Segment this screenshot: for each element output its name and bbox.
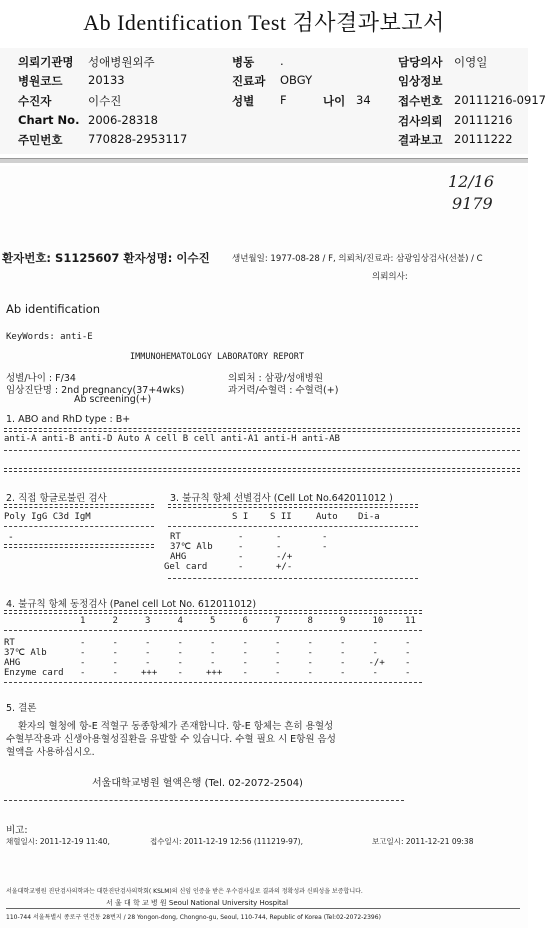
keywords: KeyWords: anti-E: [6, 332, 93, 342]
panel-col-header: 10: [372, 616, 384, 626]
double-rule: [168, 504, 418, 508]
dat-value: -: [8, 532, 14, 543]
patient-line: 환자번호: S1125607 환자성명: 이수진: [2, 251, 210, 265]
panel-cell: -: [210, 648, 216, 658]
panel-cell: -: [242, 668, 248, 678]
label: 검사의뢰: [398, 114, 443, 128]
panel-col-header: 9: [340, 616, 346, 626]
panel-cell: -: [80, 638, 86, 648]
value: 2006-28318: [88, 113, 158, 127]
screening-row-label: AHG: [170, 552, 187, 562]
requesting-doctor: 의뢰의사:: [372, 272, 408, 282]
panel-cell: -: [340, 668, 346, 678]
double-rule: [4, 504, 154, 508]
requested-from: 의뢰처 : 삼광/성애병원: [228, 373, 324, 384]
double-rule: [4, 610, 422, 614]
handwritten-note: 12/16: [448, 172, 495, 191]
screening-cell: -: [276, 542, 282, 552]
panel-cell: -: [210, 638, 216, 648]
panel-row-label: 37℃ Alb: [4, 648, 47, 658]
panel-cell: -: [307, 668, 313, 678]
screening-cell: -: [238, 532, 244, 542]
panel-cell: -: [340, 638, 346, 648]
screening-cell: -: [322, 542, 328, 552]
panel-col-header: 8: [307, 616, 313, 626]
abo-rhd-type: 1. ABO and RhD type : B+: [6, 414, 131, 425]
label: 병원코드: [18, 74, 63, 88]
value: 20111216-0917: [454, 93, 546, 107]
panel-cell: -: [242, 638, 248, 648]
panel-cell: -: [145, 638, 151, 648]
received-time: 접수일시: 2011-12-19 12:56 (111219-97),: [150, 837, 303, 846]
label: 수진자: [18, 94, 52, 108]
value: 20111216: [454, 113, 513, 127]
panel-cell: -: [177, 668, 183, 678]
label: 병동: [232, 55, 255, 69]
label: 나이: [323, 94, 346, 108]
value: 770828-2953117: [88, 132, 188, 146]
patient-meta: 생년월일: 1977-08-28 / F, 의뢰처/진료과: 삼광임상검사(선불) / C: [232, 254, 483, 264]
double-rule: [4, 428, 520, 432]
panel-col-header: 5: [210, 616, 216, 626]
diagnosis-detail: Ab screening(+): [74, 394, 152, 405]
label: Chart No.: [18, 113, 80, 127]
panel-cell: +++: [141, 668, 158, 678]
diagnosis: 임상진단명 : 2nd pregnancy(37+4wks): [6, 385, 185, 396]
label: 의뢰기관명: [18, 55, 74, 69]
panel-cell: -: [112, 658, 118, 668]
panel-col-header: 2: [112, 616, 118, 626]
screening-col-header: Auto: [316, 512, 338, 522]
sex-age: 성별/나이 : F/34: [6, 373, 76, 384]
handwritten-note: 9179: [452, 194, 493, 213]
footer-rule: [6, 908, 520, 909]
label: 진료과: [232, 74, 266, 88]
section-dat: 2. 직접 항글로불린 검사: [6, 493, 107, 504]
label: 결과보고: [398, 133, 443, 147]
panel-cell: -: [340, 648, 346, 658]
panel-cell: -: [112, 638, 118, 648]
panel-cell: -: [80, 648, 86, 658]
value: 이수진: [88, 94, 122, 108]
panel-cell: -: [275, 648, 281, 658]
panel-cell: -: [372, 648, 378, 658]
panel-col-header: 7: [275, 616, 281, 626]
panel-cell: -/+: [368, 658, 385, 668]
dashed-rule: [4, 682, 422, 683]
panel-cell: -: [275, 658, 281, 668]
panel-cell: -: [242, 648, 248, 658]
dashed-rule: [4, 630, 422, 631]
dat-columns: Poly IgG C3d IgM: [4, 512, 91, 522]
value: 34: [356, 93, 371, 107]
conclusion-line: 혈액을 사용하십시오.: [6, 747, 95, 758]
value: OBGY: [280, 73, 313, 87]
panel-cell: -: [372, 668, 378, 678]
panel-cell: -: [177, 648, 183, 658]
section-conclusion: 5. 결론: [6, 703, 37, 714]
label: 접수번호: [398, 94, 443, 108]
screening-col-header: S I: [232, 512, 249, 522]
section-divider: [0, 158, 528, 163]
panel-cell: -: [405, 648, 411, 658]
panel-cell: -: [405, 638, 411, 648]
panel-cell: -: [177, 638, 183, 648]
screening-row-label: RT: [170, 532, 181, 542]
screening-col-header: S II: [270, 512, 292, 522]
panel-row-label: RT: [4, 638, 15, 648]
dashed-rule: [168, 578, 418, 579]
conclusion-line: 수혈부작용과 신생아용혈성질환을 유발할 수 있습니다. 수혈 필요 시 E항원 음성: [6, 734, 336, 745]
section-panel: 4. 불규칙 항체 동정검사 (Panel cell Lot No. 612011012): [6, 599, 257, 610]
screening-cell: -: [276, 532, 282, 542]
panel-cell: -: [242, 658, 248, 668]
value: .: [280, 54, 284, 68]
panel-cell: -: [145, 658, 151, 668]
screening-row-label: Gel card: [164, 562, 208, 572]
panel-col-header: 6: [242, 616, 248, 626]
panel-cell: -: [80, 658, 86, 668]
label: 주민번호: [18, 133, 63, 147]
label: 담당의사: [398, 55, 443, 69]
transfusion-history: 과거력/수혈력 : 수혈력(+): [228, 385, 339, 396]
panel-cell: -: [177, 658, 183, 668]
double-rule: [4, 544, 154, 548]
dashed-rule: [4, 526, 154, 527]
certification: 서울대학교병원 진단검사의학과는 대한진단검사의학회( KSLM)의 신임 인증을 받은 우수검사실로 결과의 정확성과 신뢰성을 보증합니다.: [6, 888, 363, 895]
dashed-rule: [168, 526, 418, 527]
dashed-rule: [4, 800, 404, 801]
panel-cell: +++: [206, 668, 223, 678]
panel-cell: -: [340, 658, 346, 668]
panel-col-header: 11: [405, 616, 416, 626]
panel-row-label: AHG: [4, 658, 21, 668]
panel-cell: -: [210, 658, 216, 668]
lab-title: IMMUNOHEMATOLOGY LABORATORY REPORT: [130, 352, 304, 362]
panel-col-header: 1: [80, 616, 86, 626]
panel-cell: -: [307, 658, 313, 668]
hospital-name: 서 울 대 학 교 병 원 Seoul National University Hospital: [106, 899, 289, 907]
dashed-rule: [4, 450, 520, 451]
screening-cell: -/+: [276, 552, 293, 562]
scanned-report: [0, 166, 528, 928]
screening-row-label: 37℃ Alb: [170, 542, 213, 552]
double-rule: [4, 468, 520, 472]
report-header: [0, 48, 546, 154]
value: 이영일: [454, 55, 488, 69]
report-heading: Ab identification: [6, 302, 101, 316]
value: 성애병원외주: [88, 55, 155, 69]
hospital-address: 110-744 서울특별시 종로구 연건동 28번지 / 28 Yongon-dong, Chongno-gu, Seoul, 110-744, Republic of Korea (Tel:02-2072-2396): [6, 914, 381, 921]
screening-cell: +/-: [276, 562, 293, 572]
reported-time: 보고일시: 2011-12-21 09:38: [372, 837, 474, 846]
panel-cell: -: [275, 638, 281, 648]
panel-cell: -: [405, 668, 411, 678]
screening-cell: -: [238, 552, 244, 562]
section-screening: 3. 불규칙 항체 선별검사 (Cell Lot No.642011012 ): [170, 493, 393, 504]
panel-row-label: Enzyme card: [4, 668, 64, 678]
conclusion-line: 환자의 혈청에 항-E 적혈구 동종항체가 존재합니다. 항-E 항체는 흔히 용혈성: [18, 721, 334, 732]
value: 20133: [88, 73, 125, 87]
panel-col-header: 4: [177, 616, 183, 626]
label: 임상정보: [398, 74, 443, 88]
panel-cell: -: [80, 668, 86, 678]
panel-cell: -: [405, 658, 411, 668]
screening-cell: -: [238, 562, 244, 572]
value: 20111222: [454, 132, 513, 146]
screening-col-header: Di-a: [358, 512, 380, 522]
note: 비고:: [6, 825, 28, 836]
blood-bank: 서울대학교병원 혈액은행 (Tel. 02-2072-2504): [92, 778, 303, 789]
panel-cell: -: [307, 648, 313, 658]
panel-cell: -: [112, 648, 118, 658]
panel-col-header: 3: [145, 616, 151, 626]
panel-cell: -: [145, 648, 151, 658]
screening-cell: -: [238, 542, 244, 552]
panel-cell: -: [275, 668, 281, 678]
value: F: [280, 93, 287, 107]
label: 성별: [232, 94, 255, 108]
panel-cell: -: [307, 638, 313, 648]
screening-cell: -: [322, 532, 328, 542]
document-title: Ab Identification Test 검사결과보고서: [83, 10, 445, 35]
panel-cell: -: [372, 638, 378, 648]
panel-cell: -: [112, 668, 118, 678]
abo-columns: anti-A anti-B anti-D Auto A cell B cell anti-A1 anti-H anti-AB: [4, 434, 340, 444]
collected-time: 채혈일시: 2011-12-19 11:40,: [6, 837, 110, 846]
